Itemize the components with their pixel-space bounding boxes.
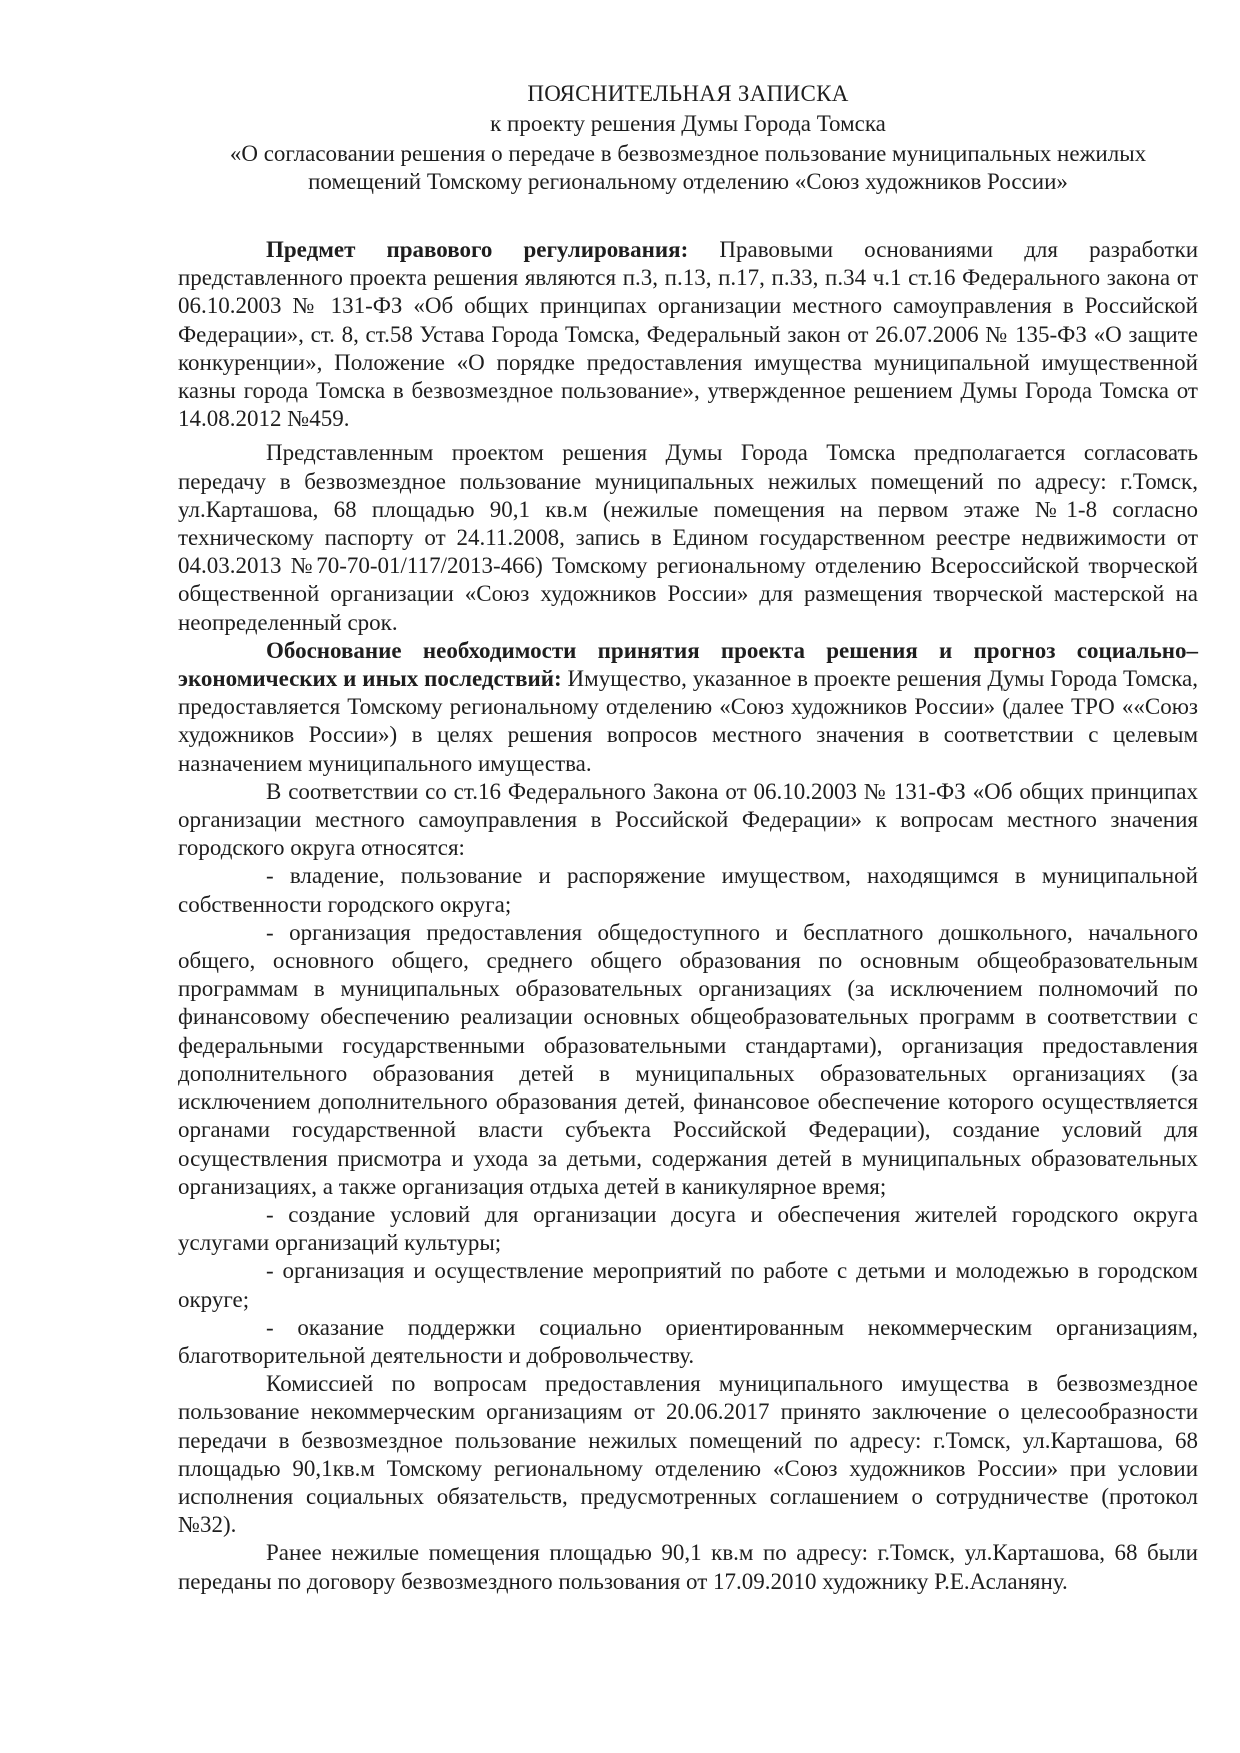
- paragraph-text-legal-basis: Правовыми основаниями для разработки представленного проекта решения являются п.3, п.13, п.17, п.33, п.34 ч.1 ст.16 Федерального закона от 06.10.2003 № 131-ФЗ «Об общих принципах организации местного самоуправления в Российской Федерации», ст. 8, ст.58 Устава Города Томска, Федеральный закон от 26.07.2006 № 135-ФЗ «О защите конкуренции», Положение «О порядке предоставления имущества муниципальной имущественной казны города Томска в безвозмездное пользование», утвержденное решением Думы Города Томска от 14.08.2012 №459.: [178, 237, 1198, 432]
- list-item: - владение, пользование и распоряжение имуществом, находящимся в муниципальной собственности городского округа;: [178, 863, 1198, 917]
- paragraph-previous-use: Ранее нежилые помещения площадью 90,1 кв.м по адресу: г.Томск, ул.Карташова, 68 были переданы по договору безвозмездного пользования от 17.09.2010 художнику Р.Е.Асланяну.: [178, 1540, 1198, 1594]
- paragraph-heading-legal-basis: Предмет правового регулирования:: [266, 237, 689, 262]
- paragraph-text-justification: Имущество, указанное в проекте решения Думы Города Томска, предоставляется Томскому региональному отделению «Союз художников России» (далее ТРО ««Союз художников России») в целях решения вопросов местного значения в соответствии с целевым назначением муниципального имущества.: [178, 666, 1198, 776]
- paragraph-legal-basis: [178, 236, 1198, 433]
- list-item: - создание условий для организации досуга и обеспечения жителей городского округа услугами организаций культуры;: [178, 1201, 1198, 1256]
- paragraph-heading-justification: Обоснование необходимости принятия проекта решения и прогноз социально–экономических и иных последствий:: [178, 637, 1198, 692]
- document-subtitle: к проекту решения Думы Города Томска: [490, 111, 886, 136]
- document-page: [178, 80, 1198, 1596]
- paragraph-proposal: Представленным проектом решения Думы Города Томска предполагается согласовать передачу в безвозмездное пользование муниципальных нежилых помещений по адресу: г.Томск, ул.Карташова, 68 площадью 90,1 кв.м (нежилые помещения на первом этаже №1-8 согласно техническому паспорту от 24.11.2008, запись в Едином государственном реестре недвижимости от 04.03.2013 №70-70-01/117/2013-466) Томскому региональному отделению Всероссийской творческой общественной организации «Союз художников России» для размещения творческой мастерской на неопределенный срок.: [178, 440, 1198, 635]
- list-item: - организация и осуществление мероприятий по работе с детьми и молодежью в городском округе;: [178, 1258, 1198, 1312]
- list-item: - организация предоставления общедоступного и бесплатного дошкольного, начального общего, основного общего, среднего общего образования по основным общеобразовательным программам в муниципальных образовательных организациях (за исключением полномочий по финансовому обеспечению реализации основных общеобразовательных программ в соответствии с федеральными государственными образовательными стандартами), организация предоставления дополнительного образования детей в муниципальных образовательных организациях (за исключением дополнительного образования детей, финансовое обеспечение которого осуществляется органами государственной власти субъекта Российской Федерации), создание условий для осуществления присмотра и ухода за детьми, содержания детей в муниципальных образовательных организациях, а также организация отдыха детей в каникулярное время;: [178, 919, 1198, 1199]
- list-item: - оказание поддержки социально ориентированным некоммерческим организациям, благотворительной деятельности и добровольчеству.: [178, 1314, 1198, 1368]
- paragraph-commission-conclusion: Комиссией по вопросам предоставления муниципального имущества в безвозмездное пользование некоммерческим организациям от 20.06.2017 принято заключение о целесообразности передачи в безвозмездное пользование нежилых помещений по адресу: г.Томск, ул.Карташова, 68 площадью 90,1кв.м Томскому региональному отделению «Союз художников России» при условии исполнения социальных обязательств, предусмотренных соглашением о сотрудничестве (протокол №32).: [178, 1371, 1198, 1538]
- document-body: [178, 236, 1198, 1596]
- document-topic: «О согласовании решения о передаче в безвозмездное пользование муниципальных нежилых помещений Томскому региональному отделению «Союз художников России»: [229, 141, 1147, 194]
- document-title: ПОЯСНИТЕЛЬНАЯ ЗАПИСКА: [527, 81, 849, 106]
- paragraph-justification: [178, 637, 1198, 778]
- paragraph-local-issues-intro: В соответствии со ст.16 Федерального Закона от 06.10.2003 № 131-ФЗ «Об общих принципах организации местного самоуправления в Российской Федерации» к вопросам местного значения городского округа относятся:: [178, 778, 1198, 861]
